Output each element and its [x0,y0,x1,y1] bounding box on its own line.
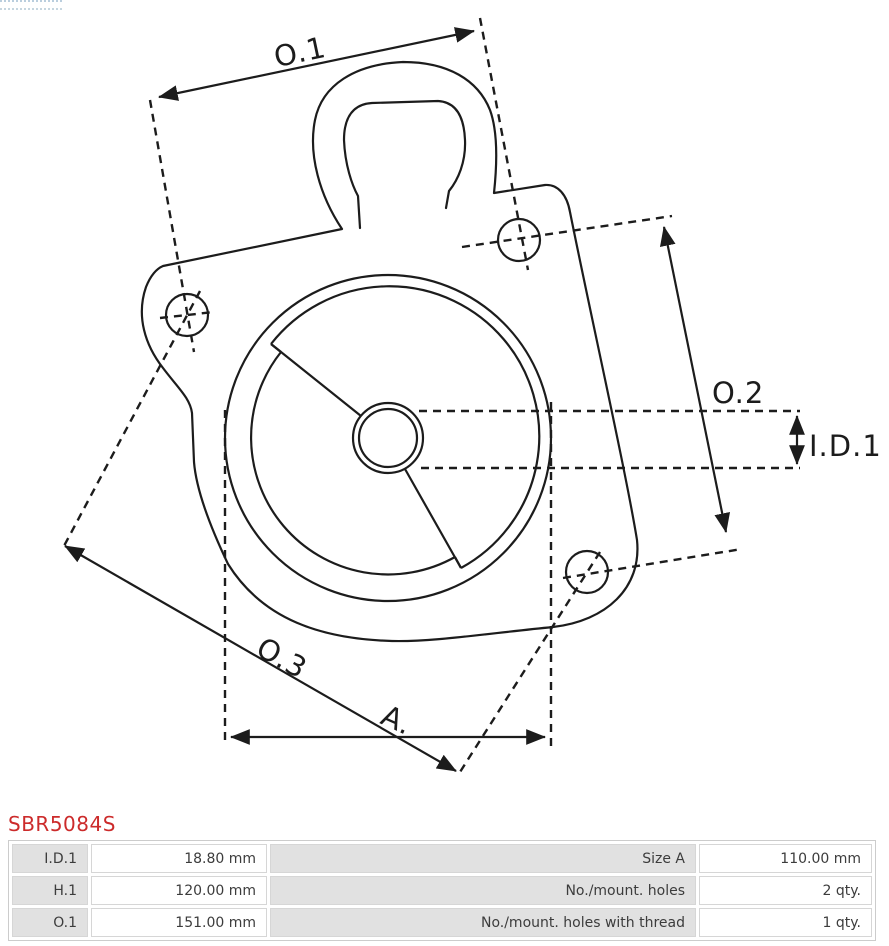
boss-inner-arc-lower [251,352,455,574]
ext-o2-top [462,216,672,247]
mounting-hole-left [166,294,208,336]
spec-label: No./mount. holes [270,876,696,905]
ext-o1-left [150,100,194,352]
spec-label: O.1 [12,908,88,937]
spec-value: 1 qty. [699,908,872,937]
label-o2: O.2 [712,376,765,410]
spec-value: 120.00 mm [91,876,267,905]
table-row [12,876,872,905]
spec-value: 2 qty. [699,876,872,905]
table-row [12,908,872,937]
central-boss [225,275,551,601]
boss-inner-arc-upper [271,286,539,568]
spec-value: 18.80 mm [91,844,267,873]
plate-outer-edge [142,62,638,641]
spec-label: No./mount. holes with thread [270,908,696,937]
spec-table [8,840,876,941]
label-o1: O.1 [270,29,330,75]
keyhole-slot [344,101,465,228]
spec-label: Size A [270,844,696,873]
ext-o3-upper [64,291,200,546]
boss-outer-circle [225,275,551,601]
ext-o1-right [480,18,528,270]
mounting-hole-bottom-right [566,551,608,593]
extension-lines [64,18,800,772]
label-a: A. [376,698,418,742]
dimension-lines [65,31,797,771]
center-hole-outer [353,403,423,473]
spec-value: 151.00 mm [91,908,267,937]
spec-label: I.D.1 [12,844,88,873]
table-row [12,844,872,873]
spec-label: H.1 [12,876,88,905]
part-number-heading: SBR5084S [8,812,116,836]
spec-value: 110.00 mm [699,844,872,873]
label-id1: I.D.1 [809,429,882,463]
ext-o3-lower [460,552,600,772]
center-hole-inner [359,409,417,467]
bracket-plate-outline [142,62,638,641]
ext-o2-bottom [563,549,742,578]
label-o3: O.3 [250,630,314,686]
